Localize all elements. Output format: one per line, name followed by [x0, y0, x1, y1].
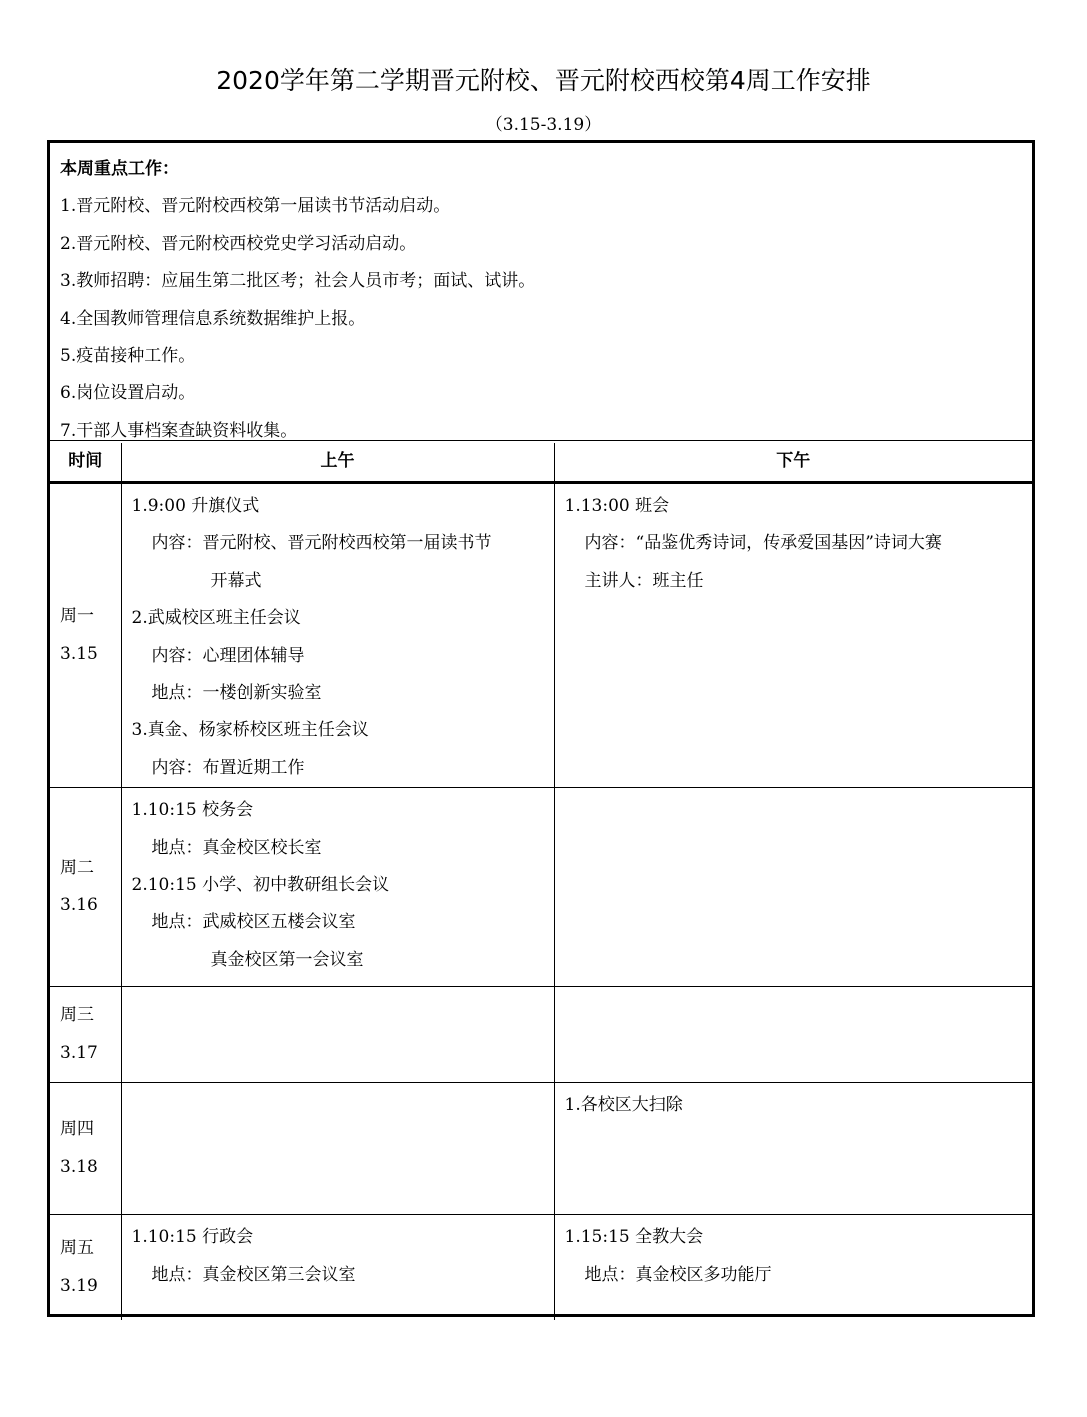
- schedule-detail: 内容：心理团体辅导: [151, 645, 305, 666]
- schedule-detail: 内容：晋元附校、晋元附校西校第一届读书节: [151, 533, 492, 554]
- afternoon-cell: [554, 1083, 1032, 1215]
- schedule-item: 1.15:15 全教大会: [564, 1227, 704, 1248]
- header-morning: 上午: [121, 443, 554, 483]
- schedule-detail: 真金校区第一会议室: [210, 949, 364, 970]
- day-label: 周五: [60, 1238, 94, 1259]
- schedule-detail: 地点：武威校区五楼会议室: [151, 912, 356, 933]
- focus-heading: 本周重点工作：: [60, 159, 179, 179]
- day-cell: [50, 1083, 121, 1215]
- date-range: （3.15-3.19）: [485, 115, 602, 135]
- schedule-detail: 主讲人：班主任: [584, 570, 704, 591]
- morning-cell: [121, 1215, 554, 1320]
- schedule-detail: 内容：布置近期工作: [151, 757, 305, 778]
- schedule-item: 1.9:00 升旗仪式: [131, 496, 260, 516]
- schedule-item: 2.10:15 小学、初中教研组长会议: [131, 875, 390, 896]
- day-label: 周一: [60, 606, 94, 627]
- day-cell: [50, 987, 121, 1083]
- afternoon-cell: [554, 1215, 1032, 1320]
- focus-item: 6.岗位设置启动。: [60, 383, 196, 404]
- day-date: 3.16: [60, 895, 98, 916]
- afternoon-cell: [554, 788, 1032, 987]
- header-time: 时间: [50, 443, 121, 483]
- morning-cell: [121, 987, 554, 1083]
- table-row: [50, 1215, 1032, 1320]
- weekly-focus-section: [50, 143, 1032, 441]
- schedule-detail: 地点：一楼创新实验室: [151, 683, 322, 704]
- schedule-detail: 地点：真金校区校长室: [151, 837, 322, 858]
- schedule-item: 3.真金、杨家桥校区班主任会议: [131, 720, 369, 741]
- afternoon-cell: [554, 987, 1032, 1083]
- table-row: [50, 987, 1032, 1083]
- day-date: 3.19: [60, 1275, 98, 1296]
- afternoon-cell: [554, 483, 1032, 788]
- table-row: [50, 788, 1032, 987]
- focus-item: 1.晋元附校、晋元附校西校第一届读书节活动启动。: [60, 196, 451, 217]
- schedule-frame: [47, 140, 1035, 1317]
- focus-item: 7.干部人事档案查缺资料收集。: [60, 420, 298, 441]
- day-label: 周三: [60, 1005, 94, 1026]
- schedule-detail: 地点：真金校区第三会议室: [151, 1264, 356, 1285]
- schedule-detail: 开幕式: [210, 570, 262, 591]
- day-cell: [50, 483, 121, 788]
- day-cell: [50, 788, 121, 987]
- morning-cell: [121, 1083, 554, 1215]
- schedule-item: 1.10:15 校务会: [131, 800, 254, 821]
- focus-item: 5.疫苗接种工作。: [60, 346, 196, 367]
- day-label: 周四: [60, 1119, 94, 1140]
- header-afternoon: 下午: [554, 443, 1032, 483]
- schedule-item: 1.13:00 班会: [564, 496, 670, 516]
- document-title: 2020学年第二学期晋元附校、晋元附校西校第4周工作安排: [216, 66, 871, 95]
- schedule-item: 1.各校区大扫除: [564, 1095, 683, 1116]
- schedule-detail: 地点：真金校区多功能厅: [584, 1264, 772, 1285]
- table-row: [50, 1083, 1032, 1215]
- day-date: 3.15: [60, 643, 98, 664]
- focus-item: 4.全国教师管理信息系统数据维护上报。: [60, 308, 366, 329]
- morning-cell: [121, 483, 554, 788]
- day-label: 周二: [60, 857, 94, 878]
- schedule-detail: 内容：“品鉴优秀诗词，传承爱国基因”诗词大赛: [584, 533, 942, 554]
- morning-cell: [121, 788, 554, 987]
- schedule-item: 1.10:15 行政会: [131, 1227, 254, 1248]
- table-header-row: [50, 443, 1032, 483]
- schedule-item: 2.武威校区班主任会议: [131, 608, 301, 629]
- day-date: 3.17: [60, 1042, 98, 1063]
- table-row: [50, 483, 1032, 788]
- day-date: 3.18: [60, 1156, 98, 1177]
- focus-item: 3.教师招聘：应届生第二批区考；社会人员市考；面试、试讲。: [60, 271, 536, 292]
- schedule-table: [50, 443, 1032, 1320]
- focus-item: 2.晋元附校、晋元附校西校党史学习活动启动。: [60, 233, 417, 254]
- day-cell: [50, 1215, 121, 1320]
